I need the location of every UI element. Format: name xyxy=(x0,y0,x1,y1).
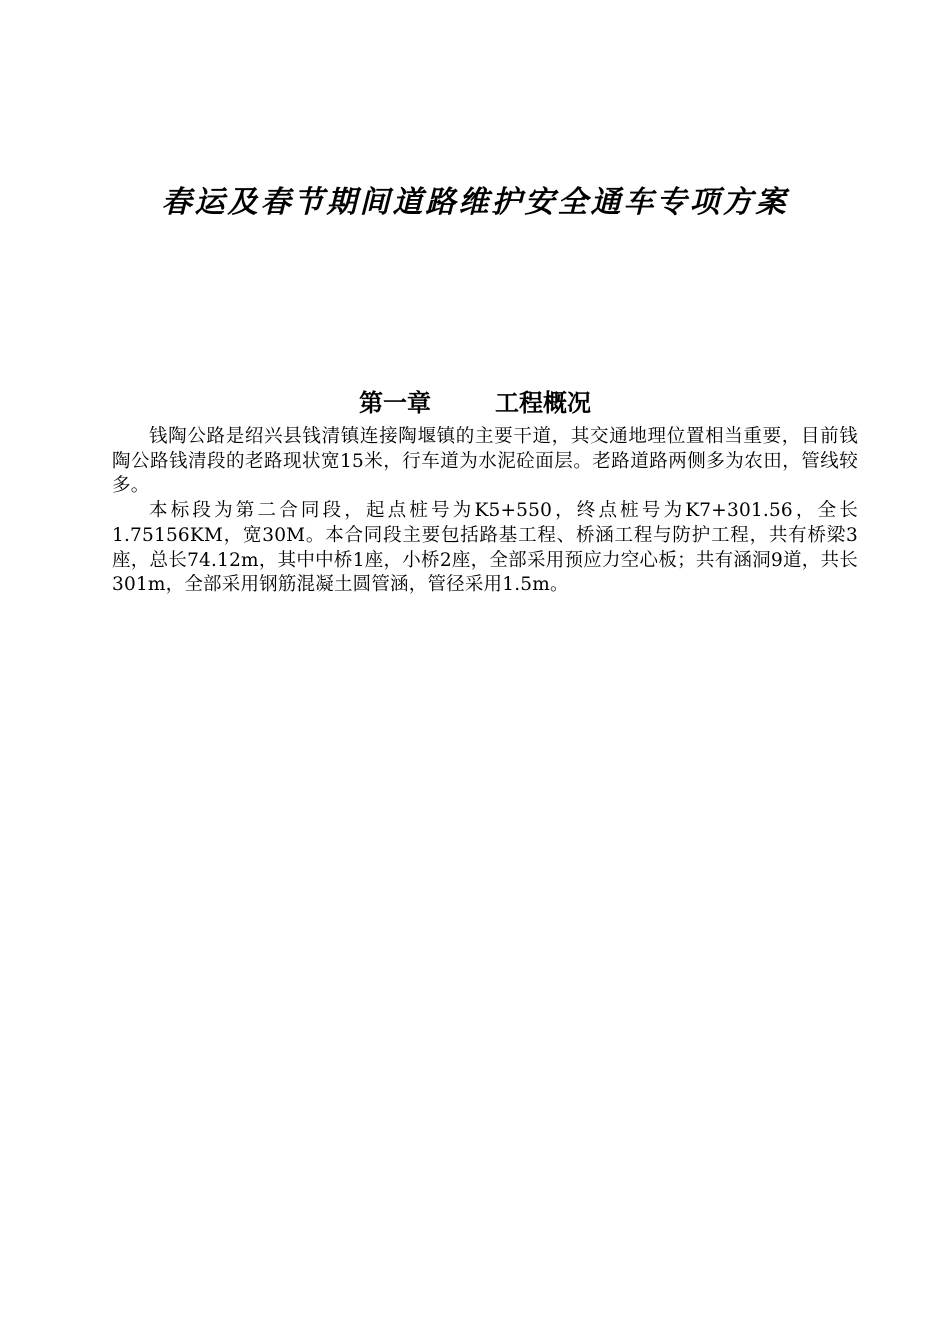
chapter-name: 工程概况 xyxy=(495,388,591,417)
body-paragraph: 钱陶公路是绍兴县钱清镇连接陶堰镇的主要干道，其交通地理位置相当重要，目前钱陶公路钱清段的老路现状宽15米，行车道为水泥砼面层。老路道路两侧多为农田，管线较多。 xyxy=(112,426,858,497)
document-title: 春运及春节期间道路维护安全通车专项方案 xyxy=(161,185,789,220)
chapter-body xyxy=(112,425,858,598)
chapter-heading xyxy=(0,386,950,420)
body-paragraph: 本标段为第二合同段，起点桩号为K5+550，终点桩号为K7+301.56，全长1.75156KM，宽30M。本合同段主要包括路基工程、桥涵工程与防护工程，共有桥梁3座，总长74.12m，其中中桥1座，小桥2座，全部采用预应力空心板；共有涵洞9道，共长301m，全部采用钢筋混凝土圆管涵，管径采用1.5m。 xyxy=(112,500,858,596)
chapter-number: 第一章 xyxy=(359,388,431,417)
